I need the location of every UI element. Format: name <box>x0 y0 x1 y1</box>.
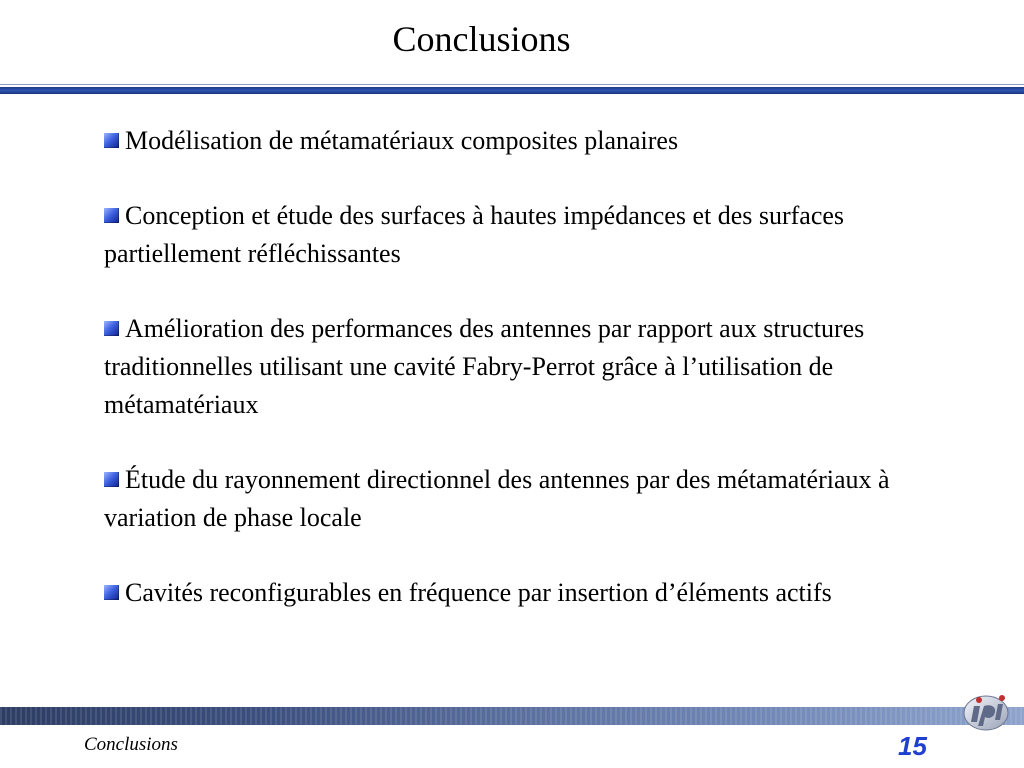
bullet-text: Modélisation de métamatériaux composites planaires <box>125 126 679 155</box>
bullet-item <box>104 461 934 537</box>
bullet-item <box>104 197 934 273</box>
slide-title: Conclusions <box>392 19 571 59</box>
square-bullet-icon <box>104 585 119 600</box>
square-bullet-icon <box>104 208 119 223</box>
page-number: 15 <box>898 731 927 761</box>
title-divider-thick <box>0 87 1024 94</box>
square-bullet-icon <box>104 472 119 487</box>
title-divider-thin <box>0 84 1024 85</box>
square-bullet-icon <box>104 133 119 148</box>
bullet-text: Amélioration des performances des antennes par rapport aux structures traditionnelles utilisant une cavité Fabry-Perrot grâce à l’utilisation de métamatériaux <box>104 314 865 419</box>
bullet-list <box>104 122 934 612</box>
footer-section-label: Conclusions <box>84 734 178 755</box>
bullet-item <box>104 574 934 612</box>
bullet-item <box>104 310 934 424</box>
square-bullet-icon <box>104 321 119 336</box>
bullet-text: Cavités reconfigurables en fréquence par insertion d’éléments actifs <box>125 578 832 607</box>
bullet-item <box>104 122 934 160</box>
bullet-text: Étude du rayonnement directionnel des antennes par des métamatériaux à variation de phase locale <box>104 465 890 532</box>
ietr-logo-icon <box>960 686 1012 738</box>
bullet-text: Conception et étude des surfaces à hautes impédances et des surfaces partiellement réfléchissantes <box>104 201 845 268</box>
footer-bar <box>0 707 1024 725</box>
